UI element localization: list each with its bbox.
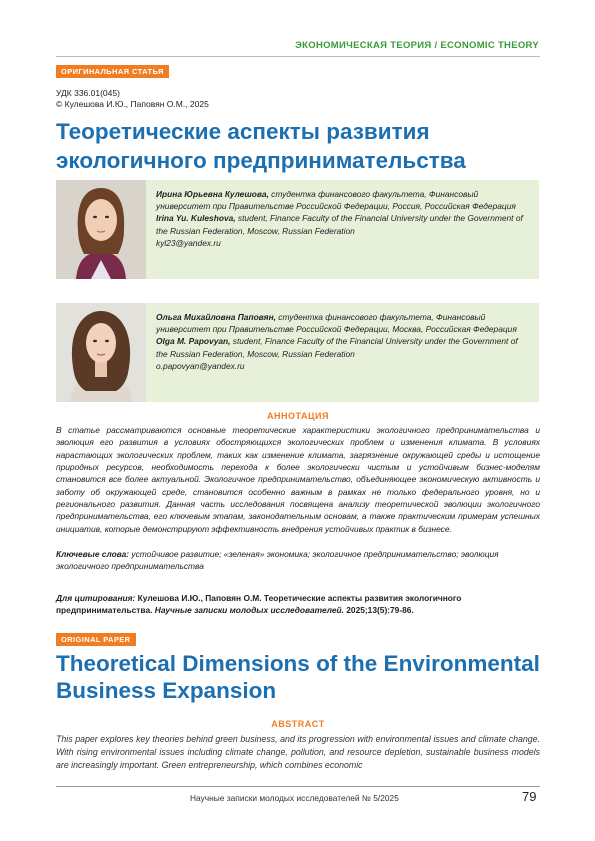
article-type-badge-ru: ОРИГИНАЛЬНАЯ СТАТЬЯ [56, 65, 169, 78]
author-info-1 [156, 188, 531, 249]
author-name-en: Olga M. Papovyan, [156, 336, 231, 347]
citation-authors-title: Кулешова И.Ю., Паповян О.М. Теоретические аспекты развития экологичного предпринимательства. [56, 593, 462, 616]
annotation-text: В статье рассматриваются основные теоретические характеристики экологичного предпринимательства и эволюция его развития в условиях обостряющихся экологических проблем и изменения климата. В условиях нарастающих экологических проблем, таких как изменение климата, загрязнение окружающей среды и истощение природных ресурсов, необходимость перехода к более экологически чистым и устойчивым бизнес-моделям становится все более актуальной. Экологичное предпринимательство, объединяющее экономическую активность и заботу об окружающей среде, становится особенно важным в рамках не только федерального уровня, но и регионального развития. Данная часть исследования посвящена анализу теоретической эволюции экологичного предпринимательства, его ключевым этапам, законодательным основам, а также практическим примерам успешных инициатив, которые демонстрируют эффективность внедрения устойчивых практик в бизнесе. [56, 425, 540, 534]
citation-journal: Научные записки молодых исследователей. [152, 605, 344, 616]
author-email[interactable]: o.papovyan@yandex.ru [156, 360, 245, 371]
author-affiliation-en: student, Finance Faculty of the Financial University under the Government of the Russian Federation, Moscow, Russian Federation [156, 336, 518, 359]
footer-journal: Научные записки молодых исследователей № 5/2025 [190, 793, 399, 803]
author-photo-2 [56, 303, 146, 402]
author-affiliation-ru: студентка финансового факультета, Финансовый университет при Правительстве Российской Федерации, Москва, Российская Федерация [156, 312, 517, 335]
author-name-ru: Ольга Михайловна Паповян, [156, 312, 276, 322]
author-info-2 [156, 311, 531, 372]
abstract-heading: ABSTRACT [271, 719, 325, 729]
section-header: ЭКОНОМИЧЕСКАЯ ТЕОРИЯ / ECONOMIC THEORY [295, 40, 539, 51]
annotation-heading: АННОТАЦИЯ [267, 411, 329, 421]
citation-label: Для цитирования: [56, 593, 136, 603]
author-card-1 [56, 180, 539, 279]
author-photo-1 [56, 180, 146, 279]
footer-divider [56, 786, 540, 787]
author-name-en: Irina Yu. Kuleshova, [156, 213, 236, 224]
header-divider [56, 56, 540, 57]
author-card-2 [56, 303, 539, 402]
citation-reference: 2025;13(5):79-86. [343, 605, 414, 616]
citation [56, 592, 540, 617]
page-number: 79 [522, 789, 537, 804]
article-title-en: Theoretical Dimensions of the Environmental Business Expansion [56, 651, 540, 703]
author-email[interactable]: kyl23@yandex.ru [156, 237, 221, 248]
copyright: © Кулешова И.Ю., Паповян О.М., 2025 [56, 99, 209, 109]
article-title-ru: Теоретические аспекты развития экологичного предпринимательства [56, 119, 466, 173]
article-type-badge-en: ORIGINAL PAPER [56, 633, 136, 646]
author-affiliation-en: student, Finance Faculty of the Financial University under the Government of the Russian Federation, Moscow, Russian Federation [156, 213, 523, 236]
udk-code: УДК 336.01(045) [56, 88, 120, 98]
keywords [56, 548, 540, 573]
author-affiliation-ru: студентка финансового факультета, Финансовый университет при Правительстве Российской Федерации, Россия, Российская Федерация [156, 189, 516, 212]
abstract-text: This paper explores key theories behind green business, and its progression with environmental issues and climate change. With rising environmental issues including climate change, pollution, and resource depletion, sustainable business models are increasingly important. Green entrepreneurship, which combines economic [56, 734, 540, 771]
keywords-list: устойчивое развитие; «зеленая» экономика; экологичное предпринимательство; эволюция экологичного предпринимательства [56, 549, 499, 572]
keywords-label: Ключевые слова: [56, 549, 130, 559]
author-name-ru: Ирина Юрьевна Кулешова, [156, 189, 269, 199]
